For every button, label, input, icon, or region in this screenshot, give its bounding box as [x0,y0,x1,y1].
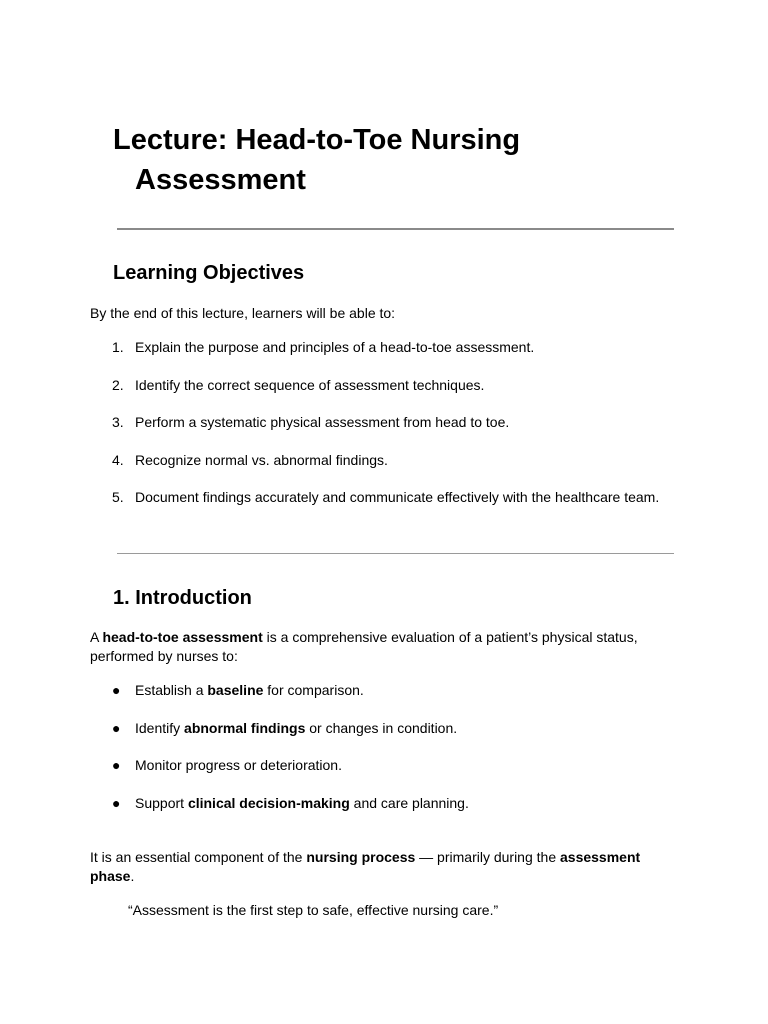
list-item-text: Document findings accurately and communicate effectively with the healthcare team. [135,489,660,506]
list-item-text: Perform a systematic physical assessment from head to toe. [135,414,510,431]
bullet-marker: ● [112,719,121,736]
introduction-bullet-list [90,681,690,831]
title-line-1: Lecture: Head-to-Toe Nursing [113,124,521,156]
list-item [90,681,690,719]
block-quote: “Assessment is the first step to safe, effective nursing care.” [128,902,499,918]
list-number: 3. [112,414,124,431]
bold-term: baseline [207,682,264,698]
text-run: or changes in condition. [305,719,458,736]
text-run: A [90,629,103,645]
text-run: and care planning. [349,794,469,811]
introduction-paragraph [90,628,660,666]
list-item [90,488,690,526]
list-item [90,794,690,832]
list-item-text [135,681,364,700]
horizontal-divider [117,553,674,554]
text-run: . [130,868,135,884]
text-run: is a comprehensive evaluation of a patient’s physical status, performed by nurses to: [90,629,638,664]
text-run: Identify [135,719,185,736]
bullet-marker: ● [112,682,121,698]
nursing-process-paragraph [90,848,660,886]
bold-term: abnormal findings [184,719,306,736]
text-run: — primarily during the [415,849,560,865]
bullet-marker: ● [112,757,121,774]
objectives-list [90,338,690,526]
text-run: It is an essential component of the [90,849,307,865]
title-line-2: Assessment [135,164,306,196]
text-run: for comparison. [263,682,364,698]
list-item-text [135,794,469,813]
section-heading-objectives: Learning Objectives [113,262,305,284]
list-item-text [135,756,342,775]
page-title [113,120,673,200]
list-item [90,756,690,794]
list-item [90,413,690,451]
list-item [90,451,690,489]
text-run: Establish a [135,682,208,698]
bold-term: clinical decision-making [187,794,350,811]
list-item [90,719,690,757]
list-item [90,338,690,376]
bold-term: head-to-toe assessment [102,629,263,645]
section-heading-introduction: 1. Introduction [113,587,252,609]
bold-term: nursing process [306,849,416,865]
objectives-intro: By the end of this lecture, learners will be able to: [90,305,396,321]
bold-term: assessment phase [90,849,641,884]
list-item-text: Identify the correct sequence of assessment techniques. [135,376,485,393]
list-item-text: Recognize normal vs. abnormal findings. [135,451,388,468]
list-item [90,376,690,414]
list-number: 1. [112,339,124,355]
text-run: Support [135,794,188,811]
list-number: 4. [112,451,124,468]
list-item-text [135,719,457,738]
text-run: Monitor progress or deterioration. [135,757,342,774]
list-number: 5. [112,489,124,506]
list-item-text: Explain the purpose and principles of a head-to-toe assessment. [135,339,535,355]
list-number: 2. [112,376,124,393]
bullet-marker: ● [112,794,121,811]
horizontal-divider [117,228,674,230]
